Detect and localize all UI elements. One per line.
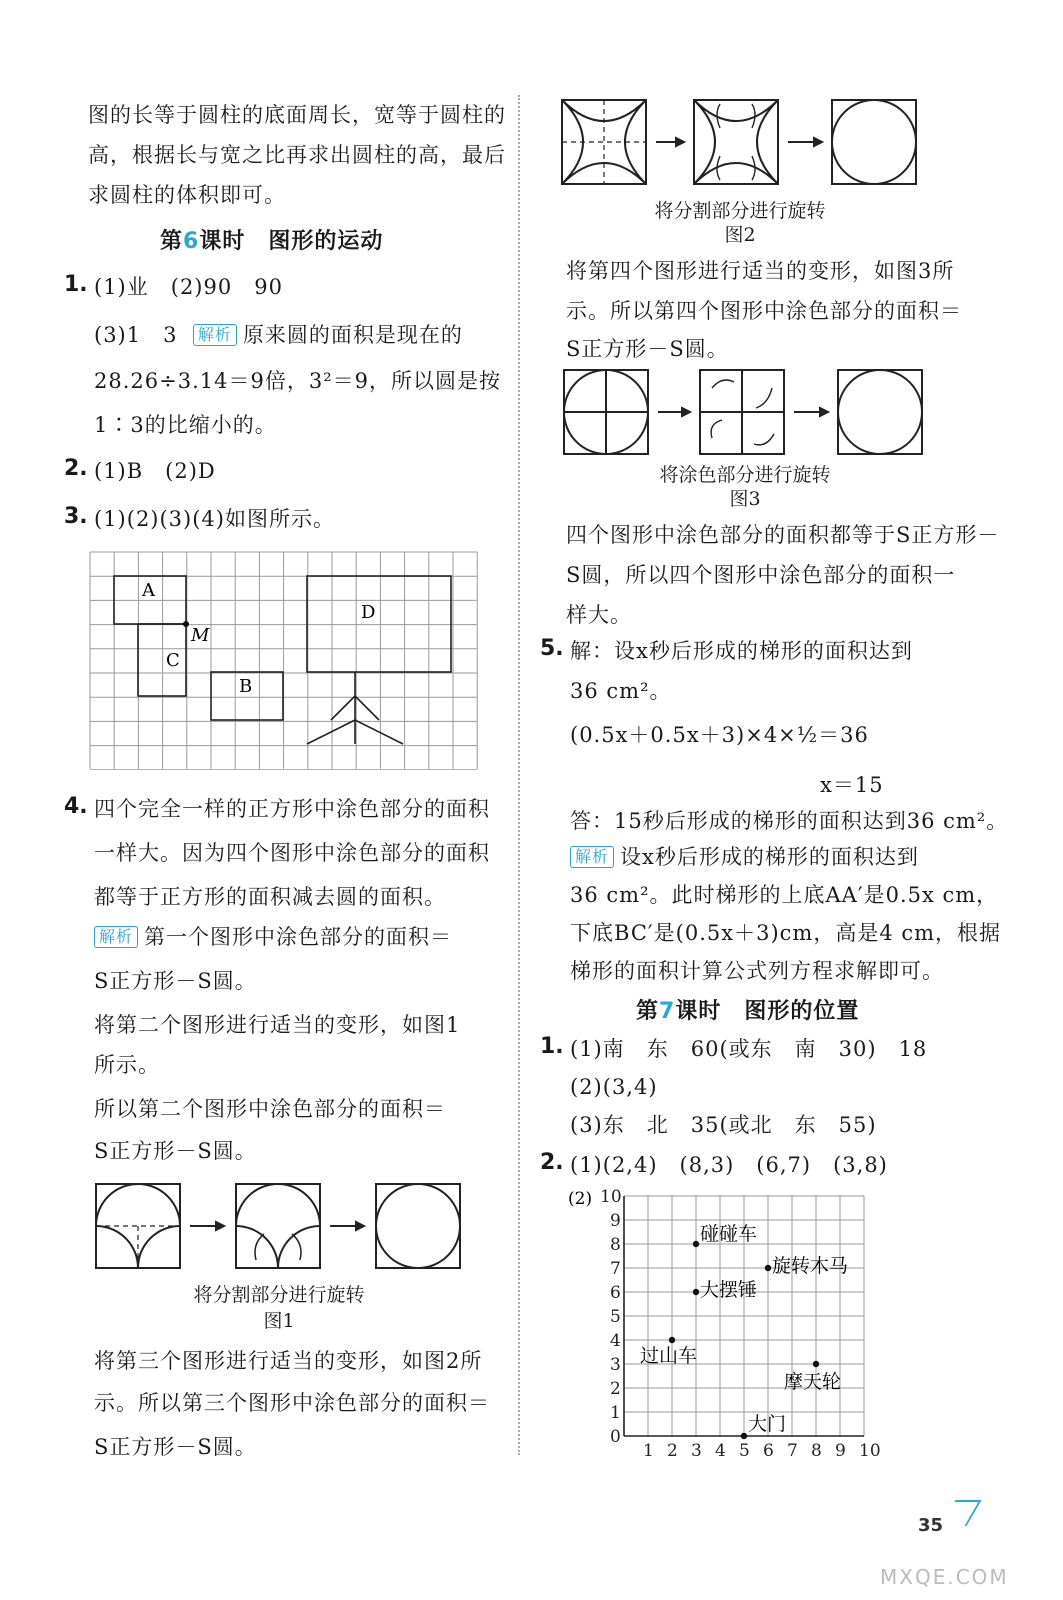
figure-1 — [94, 1182, 464, 1272]
text-line: 将第三个图形进行适当的变形，如图2所 — [94, 1349, 483, 1373]
label-a: A — [142, 580, 155, 601]
y-tick-label: 6 — [610, 1283, 621, 1303]
q4-line: 四个完全一样的正方形中涂色部分的面积 — [94, 797, 490, 821]
q4-line: 一样大。因为四个图形中涂色部分的面积 — [94, 841, 490, 865]
x-tick-label: 5 — [739, 1441, 750, 1461]
y-tick-label: 8 — [610, 1235, 621, 1255]
question-number: 5. — [540, 636, 564, 661]
label-d: D — [361, 602, 376, 623]
formula: S正方形－S圆。 — [94, 1435, 257, 1459]
label-b: B — [239, 676, 253, 697]
q5-answer: 答：15秒后形成的梯形的面积达到36 cm²。 — [570, 809, 1009, 833]
question-number: 2. — [64, 456, 88, 481]
q5-line: 下底BC′是(0.5x＋3)cm，高是4 cm，根据 — [570, 921, 1002, 945]
lesson-7-heading: 第7课时 图形的位置 — [636, 999, 860, 1024]
q5-solution: x＝15 — [820, 773, 884, 797]
watermark: MXQE.COM — [880, 1565, 1009, 1589]
map-point — [741, 1433, 747, 1439]
x-tick-label: 7 — [787, 1441, 798, 1461]
map-point — [693, 1241, 699, 1247]
y-tick-label: 10 — [600, 1187, 622, 1207]
q3-answer: (1)(2)(3)(4)如图所示。 — [94, 507, 335, 531]
q2-answer: (1)B (2)D — [94, 459, 216, 483]
q5-equation: (0.5x＋0.5x＋3)×4×½＝36 — [570, 723, 869, 747]
figure-3-caption: 将涂色部分进行旋转 — [659, 464, 831, 486]
q4-line: 都等于正方形的面积减去圆的面积。 — [94, 885, 446, 909]
figure-1-label: 图1 — [263, 1310, 295, 1332]
figure-2-label: 图2 — [724, 224, 756, 246]
map-point-label: 大摆锤 — [700, 1279, 758, 1301]
y-tick-label: 9 — [610, 1211, 621, 1231]
text-line: 示。所以第三个图形中涂色部分的面积＝ — [94, 1391, 490, 1415]
q5-line: 36 cm²。 — [570, 679, 672, 703]
y-tick-label: 4 — [610, 1331, 621, 1351]
y-tick-label: 3 — [610, 1355, 621, 1375]
sub-question-label: (2) — [568, 1189, 593, 1209]
label-c: C — [166, 650, 180, 671]
map-point — [765, 1265, 771, 1271]
figure-3-label: 图3 — [729, 488, 761, 510]
map-point-label: 大门 — [748, 1413, 787, 1435]
x-tick-label: 10 — [859, 1441, 881, 1461]
map-point-label: 过山车 — [640, 1345, 698, 1367]
formula: S正方形－S圆。 — [94, 1139, 257, 1163]
question-number: 1. — [540, 1034, 564, 1059]
text-line: 四个图形中涂色部分的面积都等于S正方形－ — [566, 523, 1000, 547]
text-line: 求圆柱的体积即可。 — [88, 183, 286, 207]
y-tick-label: 2 — [610, 1379, 621, 1399]
lesson-6-heading: 第6课时 图形的运动 — [160, 229, 384, 254]
map-point-label: 旋转木马 — [772, 1255, 849, 1277]
question-number: 3. — [64, 504, 88, 529]
q1-line4: 1∶3的比缩小的。 — [94, 413, 277, 437]
analysis-tag: 解析 — [94, 926, 138, 948]
y-tick-label: 5 — [610, 1307, 621, 1327]
column-divider — [518, 95, 520, 1455]
formula: S正方形－S圆。 — [94, 969, 257, 993]
y-tick-label: 0 — [610, 1427, 621, 1447]
question-number: 1. — [64, 272, 88, 297]
map-point — [669, 1337, 675, 1343]
text-line: 高，根据长与宽之比再求出圆柱的高，最后 — [88, 143, 506, 167]
text-line: S圆，所以四个图形中涂色部分的面积一 — [566, 563, 956, 587]
q5-line: 梯形的面积计算公式列方程求解即可。 — [570, 959, 944, 983]
x-tick-label: 1 — [643, 1441, 654, 1461]
y-tick-label: 1 — [610, 1403, 621, 1423]
q4-line: 所示。 — [94, 1053, 160, 1077]
q5-line: 36 cm²。此时梯形的上底AA′是0.5x cm， — [570, 883, 999, 907]
page-corner-icon — [940, 1500, 981, 1526]
q1-line: (1)南 东 60(或东 南 30) 18 — [570, 1037, 928, 1061]
x-tick-label: 8 — [811, 1441, 822, 1461]
figure-2-caption: 将分割部分进行旋转 — [654, 200, 826, 222]
map-point-label: 碰碰车 — [700, 1223, 758, 1245]
q4-analysis: 解析 第一个图形中涂色部分的面积＝ — [94, 922, 452, 952]
q2-line: (1)(2,4) (8,3) (6,7) (3,8) — [570, 1153, 888, 1177]
point-m — [183, 621, 189, 627]
text-line: 样大。 — [566, 603, 632, 627]
figure-2 — [560, 98, 930, 188]
text-line: 图的长等于圆柱的底面周长，宽等于圆柱的 — [88, 103, 506, 127]
q1-line1: (1)业 (2)90 90 — [94, 275, 283, 299]
question-number: 4. — [64, 794, 88, 819]
q4-line: 所以第二个图形中涂色部分的面积＝ — [94, 1097, 446, 1121]
q1-line2: (3)1 3 解析 原来圆的面积是现在的 — [94, 323, 463, 347]
text-line: 示。所以第四个图形中涂色部分的面积＝ — [566, 299, 962, 323]
formula: S正方形－S圆。 — [566, 337, 729, 361]
map-point — [693, 1289, 699, 1295]
figure-1-caption: 将分割部分进行旋转 — [193, 1284, 365, 1306]
map-point — [813, 1361, 819, 1367]
figure-3 — [562, 368, 932, 458]
question-number: 2. — [540, 1150, 564, 1175]
q1-line3: 28.26÷3.14＝9倍，3²＝9，所以圆是按 — [94, 369, 501, 393]
analysis-tag: 解析 — [570, 846, 614, 868]
translation-grid — [88, 550, 480, 770]
y-tick-label: 7 — [610, 1259, 621, 1279]
q5-line: 解：设x秒后形成的梯形的面积达到 — [570, 639, 913, 663]
text-line: 将第四个图形进行适当的变形，如图3所 — [566, 259, 955, 283]
x-tick-label: 6 — [763, 1441, 774, 1461]
q4-line: 将第二个图形进行适当的变形，如图1 — [94, 1013, 461, 1037]
analysis-tag: 解析 — [193, 324, 237, 346]
q1-line: (2)(3,4) — [570, 1075, 658, 1099]
q5-analysis: 解析 设x秒后形成的梯形的面积达到 — [570, 842, 919, 872]
shape-d — [307, 576, 451, 672]
x-tick-label: 4 — [715, 1441, 726, 1461]
coordinate-map — [568, 1186, 888, 1466]
x-tick-label: 2 — [667, 1441, 678, 1461]
map-point-label: 摩天轮 — [784, 1371, 842, 1393]
x-tick-label: 9 — [835, 1441, 846, 1461]
x-tick-label: 3 — [691, 1441, 702, 1461]
label-m: M — [191, 625, 210, 646]
page-number: 35 — [918, 1515, 944, 1536]
q1-line: (3)东 北 35(或北 东 55) — [570, 1113, 877, 1137]
